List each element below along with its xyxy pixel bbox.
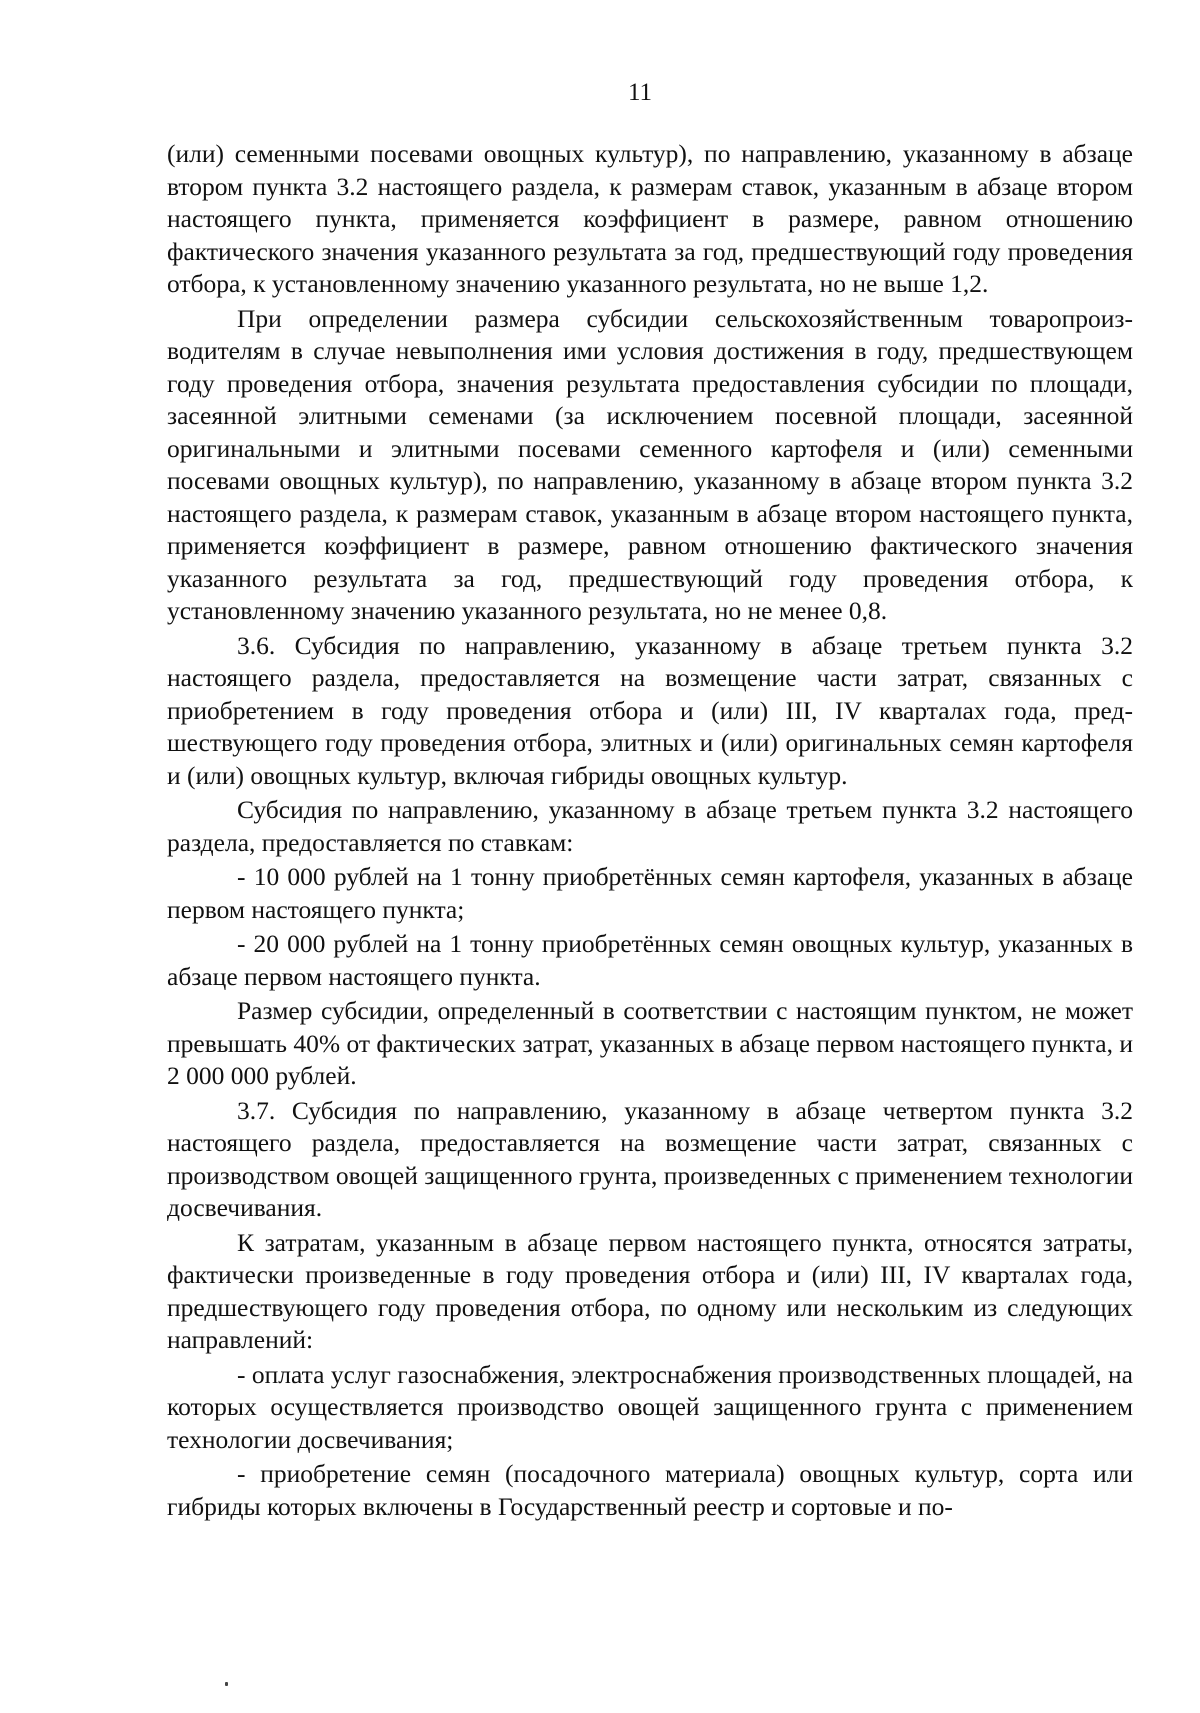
document-body [167, 138, 1133, 1525]
list-item-seeds: - приобретение семян (посадочного материала) овощных культур, сорта или гибриды которых включены в Государственный реестр и сортовые и по- [167, 1459, 1133, 1521]
list-item-vegetable-rate: - 20 000 рублей на 1 тонну приобретённых семян овощных культур, указанных в абзаце первом настоящего пункта. [167, 929, 1133, 991]
paragraph-continuation: (или) семенными посевами овощных культур), по направлению, указанному в абзаце втором пункта 3.2 настоящего раздела, к размерам ставок, указанным в абзаце втором настоящего пункта, применяется коэффициент в размере, равном отношению фактического значения указанного результата за год, предшествующий году проведения отбора, к установленному значению указанного результата, но не выше 1,2. [167, 139, 1133, 298]
paragraph-3-7: 3.7. Субсидия по направлению, указанному в абзаце четвертом пункта 3.2 настоящего раздела, предоставляется на возмещение части затрат, связанных с производством овощей защищенного грунта, произведенных с применением технологии досвечивания. [167, 1095, 1133, 1222]
paragraph-costs-intro: К затратам, указанным в абзаце первом настоящего пункта, относятся затраты, фактически произведенные в году проведения отбора и (или) III, IV кварталах года, предшествующего году проведения отбора, по одному или нескольким из следующих направлений: [167, 1227, 1133, 1354]
page-number: 11 [627, 79, 653, 106]
list-item-utilities: - оплата услуг газоснабжения, электроснабжения производственных площадей, на которых осуществляется производство овощей защищенного грунта с применением технологии досвечивания; [167, 1359, 1133, 1454]
paragraph-rates-intro: Субсидия по направлению, указанному в абзаце третьем пункта 3.2 настоящего раздела, предоставляется по ставкам: [167, 795, 1133, 857]
paragraph-coefficient: При определении размера субсидии сельскохозяйственным товаропроизводителям в случае невыполнения ими условия достижения в году, предшествующем году проведения отбора, значения результата предоставления субсидии по площади, засеянной элитными семенами (за исключением посевной площади, засеянной оригинальными и элитными посевами семенного картофеля и (или) семенными посевами овощных культур), по направлению, указанному в абзаце втором пункта 3.2 настоящего раздела, к размерам ставок, указанным в абзаце втором настоящего пункта, применяется коэффициент в размере, равном отношению фактического значения указанного результата за год, предшествующий году проведения отбора, к установленному значению указанного результата, но не менее 0,8. [167, 303, 1133, 625]
paragraph-3-6: 3.6. Субсидия по направлению, указанному в абзаце третьем пункта 3.2 настоящего раздела, предоставляется на возмещение части затрат, связанных с приобретением в году проведения отбора и (или) III, IV кварталах года, предшествующего году проведения отбора, элитных и (или) оригинальных семян картофеля и (или) овощных культур, включая гибриды овощных культур. [167, 630, 1133, 790]
list-item-potato-rate: - 10 000 рублей на 1 тонну приобретённых семян картофеля, указанных в абзаце первом настоящего пункта; [167, 862, 1133, 924]
scan-speck [225, 1682, 228, 1686]
paragraph-subsidy-limit: Размер субсидии, определенный в соответствии с настоящим пунктом, не может превышать 40% от фактических затрат, указанных в абзаце первом настоящего пункта, и 2 000 000 рублей. [167, 996, 1133, 1090]
